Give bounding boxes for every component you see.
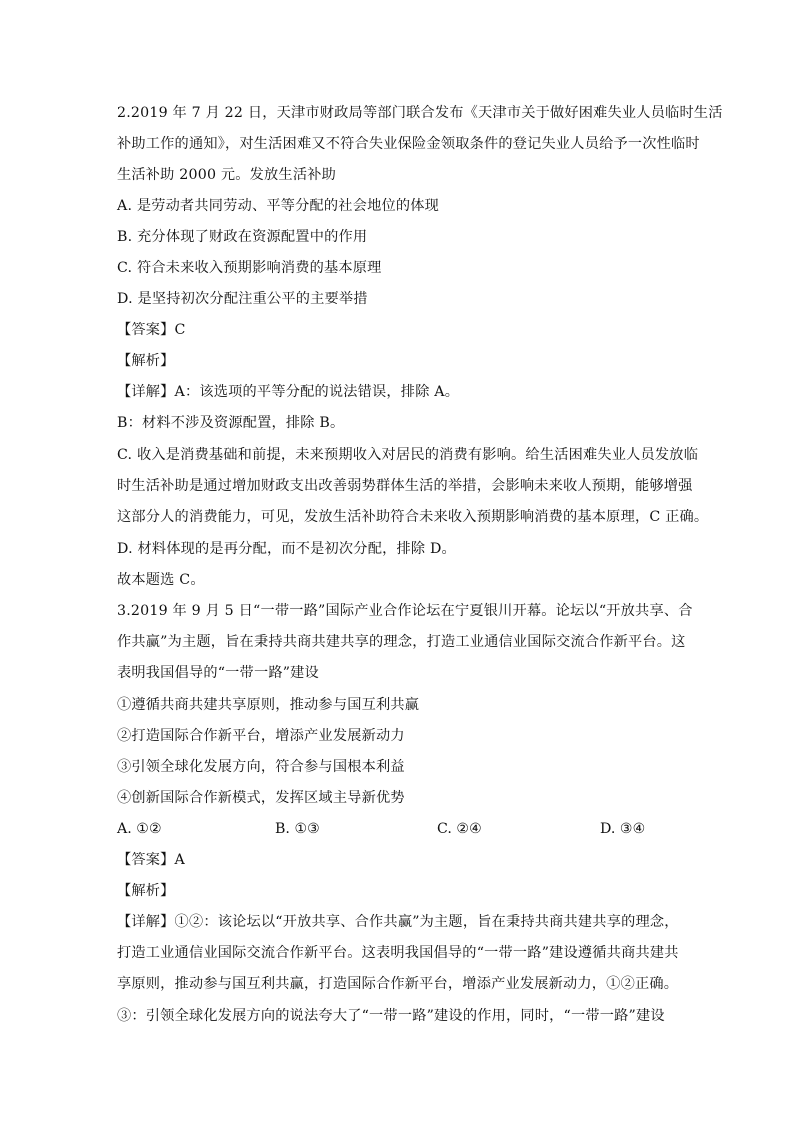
q2-detail-2: B：材料不涉及资源配置，排除 B。 bbox=[117, 415, 345, 431]
q3-stem-line-3: 表明我国倡导的“一带一路”建设 bbox=[117, 665, 319, 681]
q3-item-1: ①遵循共商共建共享原则，推动参与国互利共赢 bbox=[117, 697, 420, 713]
q3-item-4: ④创新国际合作新模式，发挥区域主导新优势 bbox=[117, 790, 405, 806]
q2-stem-line-2: 补助工作的通知》，对生活困难又不符合失业保险金领取条件的登记失业人员给予一次性临时 bbox=[117, 136, 700, 152]
q3-detail-1a: 【详解】①②：该论坛以“开放共享、合作共赢”为主题，旨在秉持共商共建共享的理念， bbox=[117, 914, 679, 930]
q3-answer: 【答案】A bbox=[117, 852, 185, 868]
q3-analysis-label: 【解析】 bbox=[117, 883, 175, 899]
q2-option-d: D. 是坚持初次分配注重公平的主要举措 bbox=[117, 291, 368, 307]
q3-stem-line-2: 作共赢”为主题，旨在秉持共商共建共享的理念，打造工业通信业国际交流合作新平台。这 bbox=[117, 634, 686, 650]
q2-option-c: C. 符合未来收入预期影响消费的基本原理 bbox=[117, 260, 382, 276]
q3-detail-2a: ③：引领全球化发展方向的说法夸大了“一带一路”建设的作用，同时，“一带一路”建设 bbox=[117, 1008, 665, 1024]
q3-options-row bbox=[117, 819, 677, 839]
q2-conclusion: 故本题选 C。 bbox=[117, 572, 205, 588]
q2-answer: 【答案】C bbox=[117, 322, 186, 338]
q2-detail-4: D. 材料体现的是再分配，而不是初次分配，排除 D。 bbox=[117, 541, 456, 557]
q2-detail-3b: 时生活补助是通过增加财政支出改善弱势群体生活的举措，会影响未来收人预期，能够增强 bbox=[117, 478, 693, 494]
q3-detail-1c: 享原则，推动参与国互利共赢，打造国际合作新平台，增添产业发展新动力，①②正确。 bbox=[117, 976, 679, 992]
q2-detail-3a: C. 收入是消费基础和前提，未来预期收入对居民的消费有影响。给生活困难失业人员发放临 bbox=[117, 447, 699, 463]
q3-option-a: A. ①② bbox=[117, 821, 162, 837]
q2-stem-line-3: 生活补助 2000 元。发放生活补助 bbox=[117, 167, 336, 183]
q2-detail-1: 【详解】A：该选项的平等分配的说法错误，排除 A。 bbox=[117, 384, 460, 400]
q3-option-b: B. ①③ bbox=[275, 821, 320, 837]
q2-analysis-label: 【解析】 bbox=[117, 353, 175, 369]
q3-detail-1b: 打造工业通信业国际交流合作新平台。这表明我国倡导的“一带一路”建设遵循共商共建共 bbox=[117, 945, 679, 961]
q2-detail-3c: 这部分人的消费能力，可见，发放生活补助符合未来收入预期影响消费的基本原理，C 正确。 bbox=[117, 509, 709, 525]
q3-item-3: ③引领全球化发展方向，符合参与国根本利益 bbox=[117, 759, 405, 775]
q3-option-c: C. ②④ bbox=[437, 821, 482, 837]
q3-item-2: ②打造国际合作新平台，增添产业发展新动力 bbox=[117, 728, 405, 744]
q3-stem-line-1: 3.2019 年 9 月 5 日“一带一路”国际产业合作论坛在宁夏银川开幕。论坛以“开放共享、合 bbox=[117, 603, 693, 619]
q3-option-d: D. ③④ bbox=[600, 821, 646, 837]
q2-option-a: A. 是劳动者共同劳动、平等分配的社会地位的体现 bbox=[117, 198, 440, 214]
q2-stem-line-1: 2.2019 年 7 月 22 日，天津市财政局等部门联合发布《天津市关于做好困难失业人员临时生活 bbox=[117, 105, 723, 121]
q2-option-b: B. 充分体现了财政在资源配置中的作用 bbox=[117, 229, 368, 245]
